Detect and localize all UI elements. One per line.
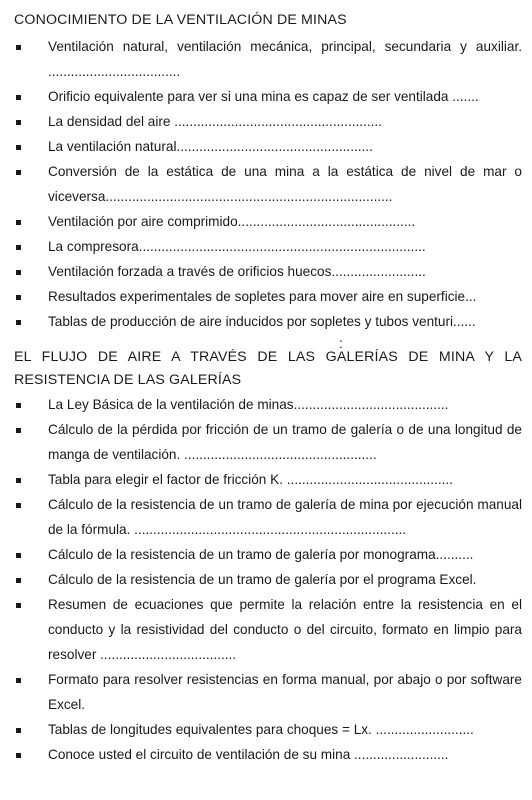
- list-item: [14, 492, 522, 542]
- bullet-icon: [16, 320, 21, 325]
- list-item: [14, 717, 522, 742]
- list-item: [14, 309, 522, 334]
- list-item-text: Tabla para elegir el factor de fricción K. ............................................: [48, 472, 453, 487]
- list-item: [14, 134, 522, 159]
- section-title-ventilacion: CONOCIMIENTO DE LA VENTILACIÓN DE MINAS: [14, 12, 347, 28]
- section-title-flujo-aire: EL FLUJO DE AIRE A TRAVÉS DE LAS GALERÍAS DE MINA Y LA RESISTENCIA DE LAS GALERÍAS: [14, 349, 522, 388]
- list-item: [14, 234, 522, 259]
- list-ventilacion: [14, 34, 522, 334]
- bullet-icon: [16, 428, 21, 433]
- bullet-icon: [16, 220, 21, 225]
- list-item-text: Tablas de producción de aire inducidos por sopletes y tubos venturi......: [48, 314, 476, 329]
- list-item: [14, 667, 522, 717]
- list-item: [14, 467, 522, 492]
- bullet-icon: [16, 753, 21, 758]
- list-item: [14, 109, 522, 134]
- list-item-text: Resultados experimentales de sopletes para mover aire en superficie...: [48, 289, 477, 304]
- bullet-icon: [16, 145, 21, 150]
- list-item: [14, 392, 522, 417]
- list-item-text: Resumen de ecuaciones que permite la relación entre la resistencia en el conducto y la resistividad del conducto o del circuito, formato en limpio para resolver ....................................: [48, 597, 522, 662]
- list-item: [14, 34, 522, 84]
- list-item: [14, 259, 522, 284]
- list-item: [14, 417, 522, 467]
- list-item: [14, 159, 522, 209]
- list-item-text: Ventilación natural, ventilación mecánica, principal, secundaria y auxiliar. ...................................: [48, 39, 522, 79]
- list-item-text: Cálculo de la resistencia de un tramo de galería por monograma..........: [48, 547, 474, 562]
- list-flujo-aire: [14, 392, 522, 767]
- stray-colon-mark: :: [339, 335, 343, 351]
- list-item-text: Orificio equivalente para ver si una mina es capaz de ser ventilada .......: [48, 89, 479, 104]
- list-item-text: Conversión de la estática de una mina a la estática de nivel de mar o viceversa............................................................................: [48, 164, 522, 204]
- bullet-icon: [16, 553, 21, 558]
- list-item-text: Ventilación por aire comprimido...............................................: [48, 214, 416, 229]
- list-item-text: Cálculo de la resistencia de un tramo de galería de mina por ejecución manual de la fórmula. ........................................................................: [48, 497, 522, 537]
- list-item: [14, 284, 522, 309]
- list-item-text: Cálculo de la resistencia de un tramo de galería por el programa Excel.: [48, 572, 477, 587]
- bullet-icon: [16, 245, 21, 250]
- bullet-icon: [16, 578, 21, 583]
- list-item: [14, 209, 522, 234]
- list-item: [14, 84, 522, 109]
- bullet-icon: [16, 45, 21, 50]
- bullet-icon: [16, 678, 21, 683]
- list-item-text: La Ley Básica de la ventilación de minas.........................................: [48, 397, 449, 412]
- list-item: [14, 542, 522, 567]
- list-item-text: Tablas de longitudes equivalentes para choques = Lx. ..........................: [48, 722, 474, 737]
- list-item-text: La compresora............................................................................: [48, 239, 426, 254]
- bullet-icon: [16, 295, 21, 300]
- list-item: [14, 742, 522, 767]
- list-item: [14, 592, 522, 667]
- bullet-icon: [16, 478, 21, 483]
- bullet-icon: [16, 728, 21, 733]
- list-item-text: Cálculo de la pérdida por fricción de un tramo de galería o de una longitud de manga de ventilación. ...................................................: [48, 422, 522, 462]
- list-item-text: La ventilación natural....................................................: [48, 139, 373, 154]
- list-item-text: Conoce usted el circuito de ventilación de su mina .........................: [48, 747, 449, 762]
- list-item-text: Ventilación forzada a través de orificios huecos.........................: [48, 264, 426, 279]
- bullet-icon: [16, 503, 21, 508]
- list-item-text: La densidad del aire .......................................................: [48, 114, 382, 129]
- bullet-icon: [16, 270, 21, 275]
- bullet-icon: [16, 95, 21, 100]
- bullet-icon: [16, 603, 21, 608]
- bullet-icon: [16, 170, 21, 175]
- bullet-icon: [16, 120, 21, 125]
- bullet-icon: [16, 403, 21, 408]
- list-item-text: Formato para resolver resistencias en forma manual, por abajo o por software Excel.: [48, 672, 522, 712]
- list-item: [14, 567, 522, 592]
